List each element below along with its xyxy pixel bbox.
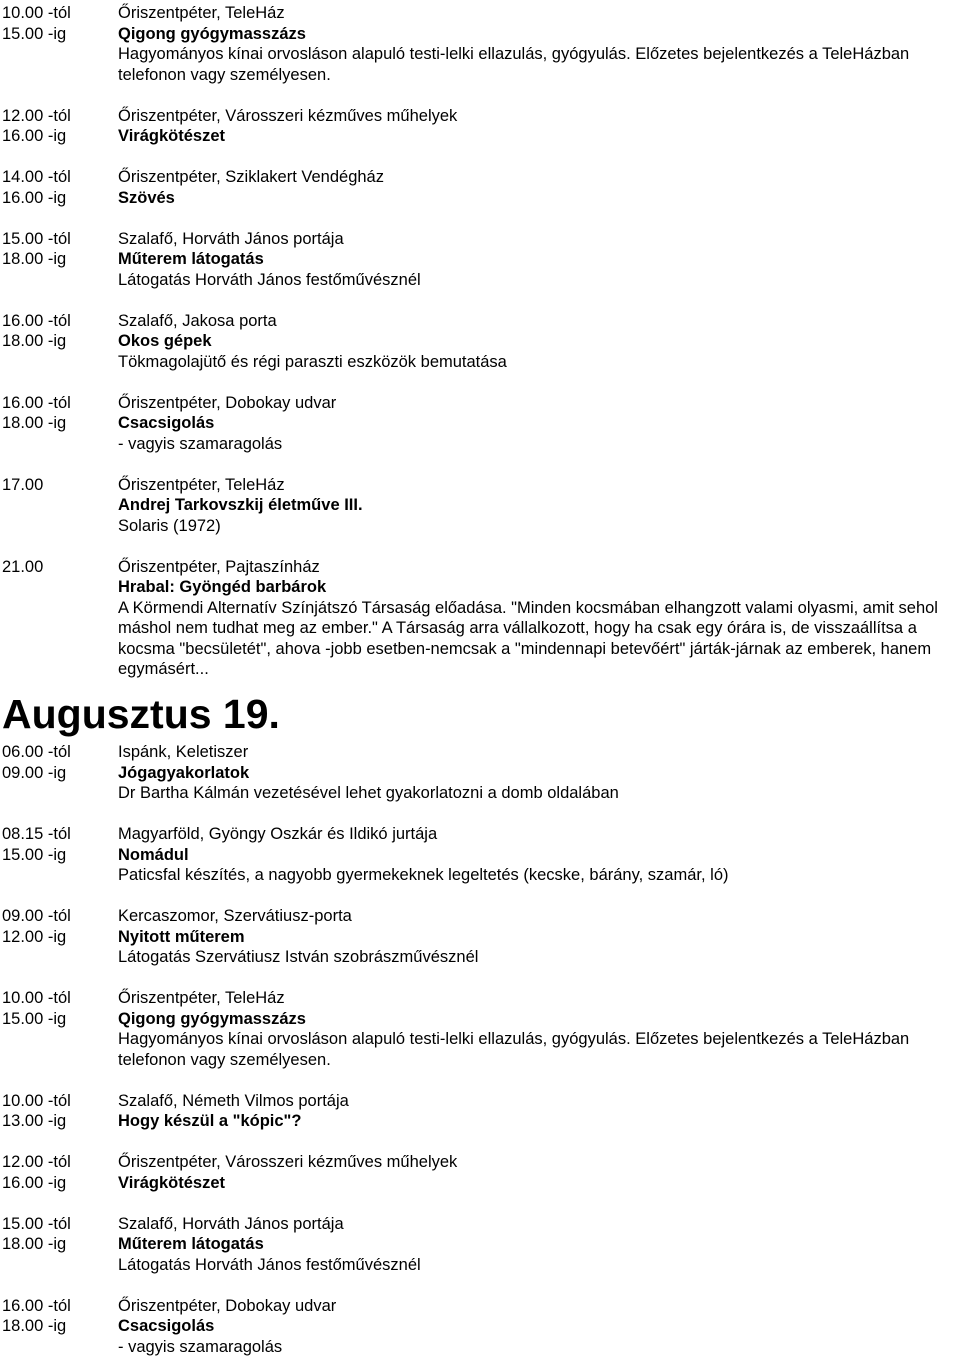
event-location: Őriszentpéter, Sziklakert Vendégház [118, 168, 384, 186]
end-time: 18.00 -ig [2, 1317, 67, 1335]
event-title: Csacsigolás [118, 1317, 215, 1335]
entry-details [118, 475, 958, 537]
entry-details [118, 1214, 958, 1276]
event-title: Qigong gyógymasszázs [118, 1009, 306, 1028]
schedule-entry [2, 3, 958, 85]
start-time: 14.00 -tól [2, 168, 71, 186]
entry-details [118, 1296, 958, 1358]
schedule-entry [2, 106, 958, 147]
event-title: Virágkötészet [118, 127, 225, 145]
event-location: Őriszentpéter, Városszeri kézműves műhelyek [118, 106, 458, 125]
schedule-entry [2, 311, 958, 373]
entry-details [118, 311, 958, 373]
start-time: 10.00 -tól [2, 4, 71, 22]
entry-details [118, 106, 958, 147]
start-time: 16.00 -tól [2, 1296, 71, 1315]
schedule-entry [2, 229, 958, 291]
event-title: Nyitott műterem [118, 927, 245, 946]
entry-details [118, 906, 958, 968]
schedule-entry [2, 557, 958, 680]
event-description: A Körmendi Alternatív Színjátszó Társaság előadása. "Minden kocsmában elhangzott valami olyasmi, amit sehol máshol nem tudhat meg az ember." A Társaság arra vállalkozott, hogy ha csak egy órára is, de visszaállítsa a kocsma "becsületét", ahova -jobb esetben-nemcsak a "mindennapi betevőért" járták-járnak az emberek, hanem egymásért... [118, 598, 938, 678]
start-time: 12.00 -tól [2, 1153, 71, 1171]
event-location: Őriszentpéter, TeleHáz [118, 989, 285, 1007]
event-title: Műterem látogatás [118, 250, 264, 268]
time-range [2, 106, 118, 147]
start-time: 06.00 -tól [2, 743, 71, 761]
end-time: 09.00 -ig [2, 763, 67, 782]
entry-details [118, 229, 958, 291]
start-time: 16.00 -tól [2, 393, 71, 412]
entry-details [118, 1091, 958, 1132]
time-range [2, 311, 118, 373]
time-range [2, 475, 118, 537]
event-title: Andrej Tarkovszkij életműve III. [118, 496, 363, 514]
end-time: 16.00 -ig [2, 188, 67, 207]
event-location: Őriszentpéter, Városszeri kézműves műhelyek [118, 1153, 458, 1171]
end-time: 18.00 -ig [2, 332, 67, 350]
event-description: - vagyis szamaragolás [118, 434, 283, 453]
schedule-entry [2, 1152, 958, 1193]
event-title: Hrabal: Gyöngéd barbárok [118, 578, 327, 596]
schedule-entry [2, 906, 958, 968]
schedule-entry [2, 475, 958, 537]
start-time: 09.00 -tól [2, 907, 71, 925]
event-title: Nomádul [118, 845, 189, 864]
time-range [2, 167, 118, 208]
event-description: Hagyományos kínai orvosláson alapuló testi-lelki ellazulás, gyógyulás. Előzetes bejelentkezés a TeleHázban telefonon vagy személyesen. [118, 1030, 910, 1069]
time-range [2, 1296, 118, 1358]
end-time: 12.00 -ig [2, 927, 67, 946]
event-description: Látogatás Szervátiusz István szobrászművésznél [118, 948, 479, 966]
time-range [2, 906, 118, 968]
event-title: Csacsigolás [118, 414, 215, 432]
event-description: - vagyis szamaragolás [118, 1337, 283, 1356]
event-location: Kercaszomor, Szervátiusz-porta [118, 907, 352, 925]
time-range [2, 1214, 118, 1276]
schedule-entry [2, 167, 958, 208]
schedule-entry [2, 988, 958, 1070]
entry-details [118, 742, 958, 804]
event-description: Paticsfal készítés, a nagyobb gyermekeknek legeltetés (kecske, bárány, szamár, ló) [118, 866, 729, 884]
time-range [2, 824, 118, 886]
event-title: Műterem látogatás [118, 1235, 264, 1253]
start-time: 10.00 -tól [2, 1091, 71, 1110]
event-location: Őriszentpéter, Pajtaszínház [118, 557, 320, 576]
time-range [2, 742, 118, 804]
time-range [2, 1152, 118, 1193]
program-page [2, 3, 958, 1357]
start-time: 10.00 -tól [2, 989, 71, 1007]
entry-details [118, 824, 958, 886]
start-time: 17.00 [2, 475, 44, 494]
event-description: Látogatás Horváth János festőművésznél [118, 1255, 421, 1274]
entry-details [118, 393, 958, 455]
event-location: Magyarföld, Gyöngy Oszkár és Ildikó jurtája [118, 825, 438, 843]
event-location: Őriszentpéter, Dobokay udvar [118, 393, 337, 412]
event-location: Szalafő, Horváth János portája [118, 1214, 344, 1233]
event-location: Szalafő, Jakosa porta [118, 311, 277, 330]
schedule-section-2 [2, 742, 958, 1357]
event-title: Jógagyakorlatok [118, 763, 250, 782]
end-time: 18.00 -ig [2, 1235, 67, 1253]
entry-details [118, 167, 958, 208]
time-range [2, 3, 118, 85]
event-description: Tökmagolajütő és régi paraszti eszközök bemutatása [118, 352, 507, 371]
entry-details [118, 557, 958, 680]
schedule-entry [2, 1296, 958, 1358]
end-time: 13.00 -ig [2, 1112, 67, 1130]
end-time: 15.00 -ig [2, 845, 67, 864]
event-location: Őriszentpéter, Dobokay udvar [118, 1296, 337, 1315]
event-location: Szalafő, Horváth János portája [118, 229, 344, 248]
schedule-entry [2, 824, 958, 886]
end-time: 15.00 -ig [2, 1009, 67, 1028]
end-time: 16.00 -ig [2, 1173, 67, 1192]
start-time: 15.00 -tól [2, 229, 71, 248]
schedule-entry [2, 1214, 958, 1276]
end-time: 18.00 -ig [2, 414, 67, 432]
time-range [2, 557, 118, 680]
schedule-entry [2, 1091, 958, 1132]
event-description: Hagyományos kínai orvosláson alapuló testi-lelki ellazulás, gyógyulás. Előzetes bejelentkezés a TeleHázban telefonon vagy személyesen. [118, 45, 910, 84]
event-title: Qigong gyógymasszázs [118, 24, 306, 43]
schedule-section-1 [2, 3, 958, 680]
entry-details [118, 3, 958, 85]
start-time: 08.15 -tól [2, 825, 71, 843]
end-time: 15.00 -ig [2, 24, 67, 43]
day-heading: Augusztus 19. [2, 691, 280, 737]
event-description: Solaris (1972) [118, 516, 221, 535]
event-title: Szövés [118, 188, 175, 207]
end-time: 16.00 -ig [2, 127, 67, 145]
start-time: 16.00 -tól [2, 311, 71, 330]
event-description: Dr Bartha Kálmán vezetésével lehet gyakorlatozni a domb oldalában [118, 784, 619, 802]
entry-details [118, 1152, 958, 1193]
event-location: Szalafő, Németh Vilmos portája [118, 1091, 349, 1110]
event-title: Okos gépek [118, 332, 212, 350]
event-location: Ispánk, Keletiszer [118, 743, 249, 761]
event-location: Őriszentpéter, TeleHáz [118, 4, 285, 22]
schedule-entry [2, 742, 958, 804]
event-title: Virágkötészet [118, 1173, 225, 1192]
start-time: 21.00 [2, 557, 44, 576]
start-time: 15.00 -tól [2, 1214, 71, 1233]
time-range [2, 393, 118, 455]
event-location: Őriszentpéter, TeleHáz [118, 475, 285, 494]
end-time: 18.00 -ig [2, 250, 67, 268]
schedule-entry [2, 393, 958, 455]
time-range [2, 229, 118, 291]
time-range [2, 988, 118, 1070]
entry-details [118, 988, 958, 1070]
start-time: 12.00 -tól [2, 106, 71, 125]
event-title: Hogy készül a "kópic"? [118, 1112, 302, 1130]
event-description: Látogatás Horváth János festőművésznél [118, 270, 421, 289]
time-range [2, 1091, 118, 1132]
